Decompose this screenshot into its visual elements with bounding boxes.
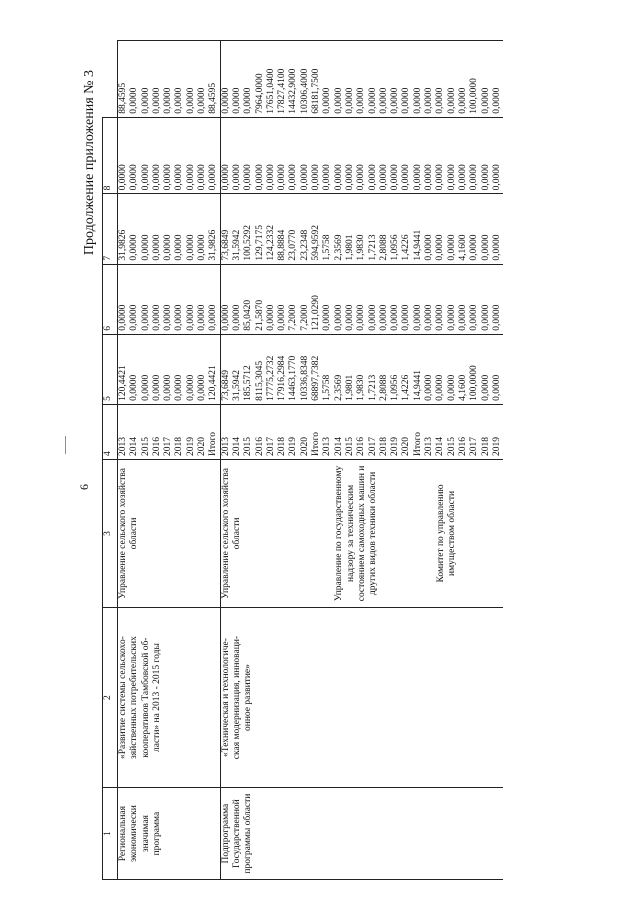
value-cell: 21,5870 [255,264,266,334]
value-cell: 0,0000 [243,41,254,118]
value-cell: 31,5942 [232,334,243,404]
value-cell: 0,0000 [129,334,140,404]
value-cell: 0,0000 [174,334,185,404]
value-cell: 0,0000 [174,194,185,264]
value-cell: 0,0000 [300,117,311,194]
value-cell: 0,0000 [197,194,208,264]
year-cell: 2016 [458,404,469,459]
value-cell: 0,0000 [345,41,356,118]
year-cell: 2015 [141,404,152,459]
value-cell: 0,0000 [413,41,424,118]
value-cell: 0,0000 [197,117,208,194]
column-header: 6 [103,264,118,334]
year-cell: 2015 [243,404,254,459]
value-cell: 0,0000 [288,117,299,194]
year-cell: 2013 [424,404,435,459]
value-cell: 0,0000 [255,117,266,194]
value-cell: 1,0956 [390,334,401,404]
value-cell: 0,0000 [152,117,163,194]
value-cell: 0,0000 [379,264,390,334]
value-cell: 31,5942 [232,194,243,264]
value-cell: 0,0000 [152,194,163,264]
value-cell: 0,0000 [458,117,469,194]
program-name-cell: «Развитие системы сельскохо- зяйственных потребительских кооперативов Тамбовской об- ласти» на 2013 - 2015 годы [118,607,221,787]
value-cell: 14,9441 [413,334,424,404]
table-body [118,41,504,880]
column-header: 1 [103,788,118,880]
program-type-cell: Подпрограмма Государственной программы области [220,788,322,880]
value-cell: 0,0000 [208,264,220,334]
value-cell: 0,0000 [322,264,333,334]
value-cell: 0,0000 [401,264,412,334]
value-cell: 0,0000 [334,264,345,334]
value-cell: 0,0000 [266,117,277,194]
program-name-cell: «Техническая и технологиче- ская модернизация, инноваци- онное развитие» [220,607,322,787]
value-cell: 594,9592 [311,194,322,264]
value-cell: 0,0000 [424,194,435,264]
value-cell: 0,0000 [447,117,458,194]
rotated-document [72,10,572,880]
program-type-cell [322,788,424,880]
value-cell: 14,9441 [413,194,424,264]
value-cell: 0,0000 [186,334,197,404]
value-cell: 0,0000 [379,117,390,194]
year-cell: 2019 [390,404,401,459]
year-cell: 2020 [197,404,208,459]
value-cell: 0,0000 [424,264,435,334]
value-cell: 17651,0400 [266,41,277,118]
value-cell: 0,0000 [141,41,152,118]
value-cell: 1,7213 [368,334,379,404]
value-cell: 2,8088 [379,334,390,404]
value-cell: 0,0000 [469,117,480,194]
page-number: 6 [77,484,91,490]
value-cell: 7964,0000 [255,41,266,118]
value-cell: 0,0000 [481,117,492,194]
value-cell: 0,0000 [492,41,503,118]
value-cell: 120,4421 [118,334,130,404]
value-cell: 0,0000 [368,117,379,194]
value-cell: 17827,4100 [277,41,288,118]
column-header: 2 [103,607,118,787]
value-cell: 0,0000 [401,41,412,118]
value-cell: 88,8884 [277,194,288,264]
value-cell: 0,0000 [163,41,174,118]
value-cell: 0,0000 [345,264,356,334]
executor-cell: Управление сельского хозяйства области [220,459,322,607]
year-cell: 2018 [277,404,288,459]
value-cell: 0,0000 [356,41,367,118]
value-cell: 14463,1770 [288,334,299,404]
value-cell: 0,0000 [174,264,185,334]
value-cell: 31,9826 [118,194,130,264]
value-cell: 0,0000 [492,194,503,264]
program-type-cell [424,788,503,880]
page-header [72,40,98,880]
value-cell: 0,0000 [152,334,163,404]
value-cell: 0,0000 [390,41,401,118]
year-cell: 2019 [492,404,503,459]
value-cell: 0,0000 [141,117,152,194]
value-cell: 120,4421 [208,334,220,404]
value-cell: 0,0000 [469,194,480,264]
value-cell: 121,0290 [311,264,322,334]
value-cell: 0,0000 [163,334,174,404]
value-cell: 1,7213 [368,194,379,264]
value-cell: 124,2332 [266,194,277,264]
value-cell: 1,4226 [401,334,412,404]
value-cell: 0,0000 [401,117,412,194]
value-cell: 1,0956 [390,194,401,264]
column-number-row [103,41,118,880]
value-cell: 0,0000 [413,117,424,194]
year-cell: 2018 [174,404,185,459]
value-cell: 0,0000 [345,117,356,194]
value-cell: 0,0000 [266,264,277,334]
value-cell: 0,0000 [413,264,424,334]
value-cell: 0,0000 [390,117,401,194]
value-cell: 1,4226 [401,194,412,264]
column-header: 5 [103,334,118,404]
value-cell: 0,0000 [208,117,220,194]
year-cell: 2017 [368,404,379,459]
year-cell: 2016 [356,404,367,459]
value-cell: 2,8088 [379,194,390,264]
year-cell: 2019 [288,404,299,459]
value-cell: 0,0000 [356,264,367,334]
executor-cell: Управление по государственному надзору за техническим состоянием самоходных машин и других видов техники области [322,459,424,607]
year-cell: Итого [311,404,322,459]
value-cell: 0,0000 [424,334,435,404]
value-cell: 100,5292 [243,194,254,264]
value-cell: 0,0000 [322,41,333,118]
value-cell: 0,0000 [492,264,503,334]
value-cell: 7,2000 [300,264,311,334]
value-cell: 0,0000 [435,117,446,194]
value-cell: 0,0000 [118,117,130,194]
value-cell: 17916,2984 [277,334,288,404]
value-cell: 0,0000 [379,41,390,118]
year-cell: 2017 [469,404,480,459]
year-cell: 2014 [232,404,243,459]
value-cell: 2,3569 [334,334,345,404]
value-cell: 0,0000 [141,194,152,264]
year-cell: 2017 [163,404,174,459]
budget-table [102,40,503,880]
column-header: 7 [103,194,118,264]
value-cell: 0,0000 [232,117,243,194]
value-cell: 0,0000 [186,41,197,118]
value-cell: 0,0000 [152,41,163,118]
value-cell: 0,0000 [458,41,469,118]
value-cell: 0,0000 [197,41,208,118]
value-cell: 0,0000 [435,194,446,264]
value-cell: 0,0000 [163,117,174,194]
value-cell: 4,1600 [458,334,469,404]
column-header: 8 [103,117,118,194]
value-cell: 0,0000 [481,334,492,404]
value-cell: 1,9801 [345,334,356,404]
year-cell: 2013 [220,404,232,459]
value-cell: 68181,7500 [311,41,322,118]
value-cell: 23,2348 [300,194,311,264]
table-row [118,41,130,880]
appendix-caption: Продолжение приложения № 3 [82,70,97,256]
value-cell: 0,0000 [174,117,185,194]
value-cell: 0,0000 [447,194,458,264]
value-cell: 100,0000 [469,334,480,404]
value-cell: 0,0000 [220,117,232,194]
value-cell: 0,0000 [152,264,163,334]
year-cell: 2020 [401,404,412,459]
value-cell: 0,0000 [163,264,174,334]
year-cell: 2017 [266,404,277,459]
value-cell: 0,0000 [118,264,130,334]
value-cell: 0,0000 [322,117,333,194]
year-cell: 2013 [322,404,333,459]
value-cell: 73,6849 [220,194,232,264]
value-cell: 100,0000 [469,41,480,118]
value-cell: 0,0000 [481,194,492,264]
value-cell: 1,9830 [356,194,367,264]
value-cell: 0,0000 [356,117,367,194]
year-cell: 2015 [345,404,356,459]
value-cell: 17775,2732 [266,334,277,404]
executor-cell: Управление сельского хозяйства области [118,459,221,607]
value-cell: 0,0000 [368,264,379,334]
value-cell: 185,5712 [243,334,254,404]
value-cell: 10306,4000 [300,41,311,118]
year-cell: 2016 [255,404,266,459]
value-cell: 0,0000 [129,41,140,118]
year-cell: 2018 [379,404,390,459]
executor-cell: Комитет по управлению имуществом области [424,459,503,607]
value-cell: 23,0770 [288,194,299,264]
year-cell: 2016 [152,404,163,459]
value-cell: 0,0000 [141,264,152,334]
value-cell: 0,0000 [435,41,446,118]
table-row [322,41,333,880]
value-cell: 0,0000 [197,264,208,334]
value-cell: 7,2000 [288,264,299,334]
value-cell: 0,0000 [424,117,435,194]
value-cell: 0,0000 [197,334,208,404]
year-cell: 2013 [118,404,130,459]
value-cell: 129,7175 [255,194,266,264]
value-cell: 1,9830 [356,334,367,404]
value-cell: 0,0000 [186,194,197,264]
table-row [220,41,232,880]
value-cell: 0,0000 [481,41,492,118]
value-cell: 4,1600 [458,194,469,264]
value-cell: 0,0000 [186,264,197,334]
value-cell: 0,0000 [141,334,152,404]
value-cell: 10336,8348 [300,334,311,404]
year-cell: 2018 [481,404,492,459]
year-cell: 2015 [447,404,458,459]
value-cell: 0,0000 [220,41,232,118]
value-cell: 0,0000 [492,334,503,404]
value-cell: 0,0000 [447,41,458,118]
value-cell: 0,0000 [243,117,254,194]
value-cell: 31,9826 [208,194,220,264]
value-cell: 1,9801 [345,194,356,264]
value-cell: 0,0000 [447,264,458,334]
value-cell: 0,0000 [129,194,140,264]
value-cell: 0,0000 [232,264,243,334]
value-cell: 0,0000 [390,264,401,334]
value-cell: 8115,3045 [255,334,266,404]
value-cell: 0,0000 [469,264,480,334]
value-cell: 0,0000 [232,41,243,118]
value-cell: 0,0000 [129,117,140,194]
year-cell: Итого [413,404,424,459]
value-cell: 1,5758 [322,194,333,264]
value-cell: 0,0000 [481,264,492,334]
year-cell: 2014 [129,404,140,459]
value-cell: 0,0000 [492,117,503,194]
value-cell: 88,4595 [208,41,220,118]
value-cell: 0,0000 [186,117,197,194]
value-cell: 0,0000 [129,264,140,334]
year-cell: 2014 [435,404,446,459]
value-cell: 0,0000 [220,264,232,334]
value-cell: 0,0000 [334,117,345,194]
value-cell: 0,0000 [424,41,435,118]
year-cell: 2020 [300,404,311,459]
value-cell: 2,3569 [334,194,345,264]
value-cell: 0,0000 [277,117,288,194]
value-cell: 0,0000 [334,41,345,118]
value-cell: 0,0000 [435,264,446,334]
column-header: 3 [103,459,118,607]
value-cell: 0,0000 [174,41,185,118]
value-cell: 14432,9000 [288,41,299,118]
value-cell: 0,0000 [368,41,379,118]
value-cell: 0,0000 [311,117,322,194]
value-cell: 73,6849 [220,334,232,404]
value-cell: 1,5758 [322,334,333,404]
margin-mark: —— [60,436,70,454]
value-cell: 85,0420 [243,264,254,334]
value-cell: 88,4595 [118,41,130,118]
year-cell: 2014 [334,404,345,459]
value-cell: 0,0000 [163,194,174,264]
table-row [424,41,435,880]
value-cell: 0,0000 [435,334,446,404]
value-cell: 0,0000 [447,334,458,404]
value-cell: 0,0000 [277,264,288,334]
column-header: 4 [103,404,118,459]
program-name-cell [322,607,424,787]
program-type-cell: Региональная экономически значимая программа [118,788,221,880]
year-cell: Итого [208,404,220,459]
value-cell: 68897,7382 [311,334,322,404]
program-name-cell [424,607,503,787]
value-cell: 0,0000 [458,264,469,334]
year-cell: 2019 [186,404,197,459]
